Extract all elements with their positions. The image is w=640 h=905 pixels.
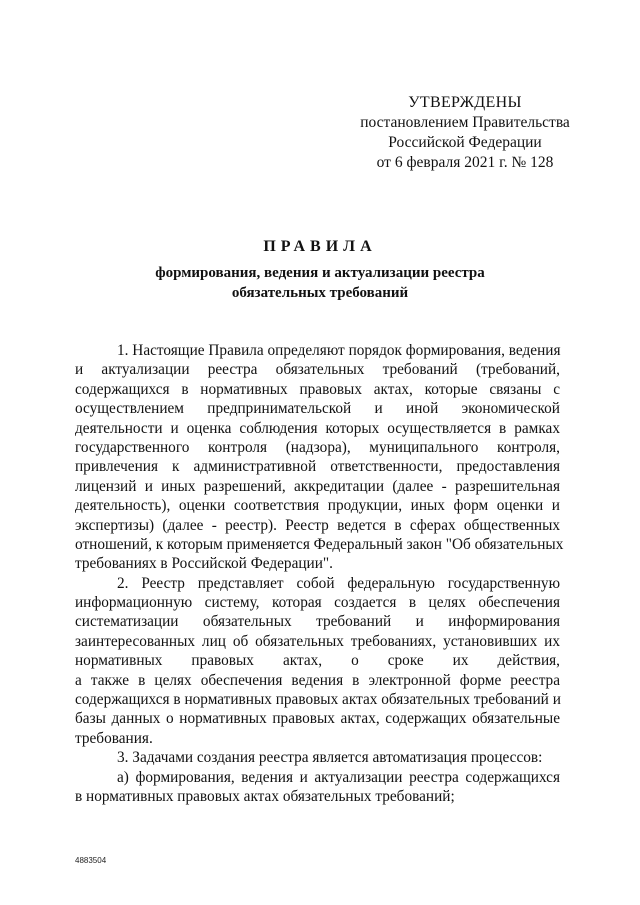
subtitle-line-1: формирования, ведения и актуализации реестра	[155, 265, 485, 281]
body-line: осуществлением предпринимательской и иной экономической	[75, 400, 560, 418]
approval-stamp	[340, 93, 590, 173]
body-line: 3. Задачами создания реестра является автоматизация процессов:	[117, 749, 543, 767]
body-line: отношений, к которым применяется Федеральный закон "Об обязательных	[75, 535, 564, 553]
body-line: базы данных о нормативных правовых актах, содержащих обязательные	[75, 710, 560, 728]
subtitle-line-2: обязательных требований	[231, 285, 409, 301]
body-line: и актуализации реестра обязательных требований (требований,	[75, 361, 560, 379]
body-line: содержащихся в нормативных правовых актах обязательных требований и	[75, 691, 561, 709]
body-line: деятельности и оценка соблюдения которых осуществляется в рамках	[75, 419, 560, 437]
body-line: привлечения к административной ответственности, предоставления	[75, 458, 560, 476]
body-line: а также в целях обеспечения ведения в электронной форме реестра	[75, 671, 560, 689]
approval-heading: УТВЕРЖДЕНЫ	[408, 94, 522, 111]
body-line: содержащихся в нормативных правовых актах, которые связаны с	[75, 380, 560, 398]
approval-line-3: от 6 февраля 2021 г. № 128	[376, 154, 554, 171]
approval-line-2: Российской Федерации	[388, 134, 542, 151]
body-line: требованиях в Российской Федерации".	[75, 555, 334, 573]
body-line: информационную систему, которая создается в целях обеспечения	[75, 594, 560, 612]
document-title: ПРАВИЛА	[263, 238, 377, 255]
body-line: государственного контроля (надзора), муниципального контроля,	[75, 438, 560, 456]
body-line: деятельность), оценки соответствия продукции, иных форм оценки и	[75, 497, 560, 515]
body-line: нормативных правовых актах, о сроке их действия,	[75, 652, 560, 670]
body-line: требования.	[75, 729, 153, 747]
document-body	[75, 341, 564, 806]
body-line: лицензий и иных разрешений, аккредитации (далее - разрешительная	[75, 477, 560, 495]
body-line: а) формирования, ведения и актуализации реестра содержащихся	[117, 768, 560, 786]
body-line: экспертизы) (далее - реестр). Реестр ведется в сферах общественных	[75, 516, 560, 534]
body-line: в нормативных правовых актах обязательных требований;	[75, 787, 455, 805]
body-line: 2. Реестр представляет собой федеральную государственную	[117, 574, 560, 592]
body-line: систематизации обязательных требований и информирования	[75, 613, 560, 631]
document-code: 4883504	[75, 856, 107, 865]
document-subtitle	[120, 263, 520, 303]
approval-line-1: постановлением Правительства	[360, 114, 570, 131]
body-line: заинтересованных лиц об обязательных требованиях, установивших их	[75, 632, 560, 650]
body-line: 1. Настоящие Правила определяют порядок формирования, ведения	[117, 342, 561, 359]
